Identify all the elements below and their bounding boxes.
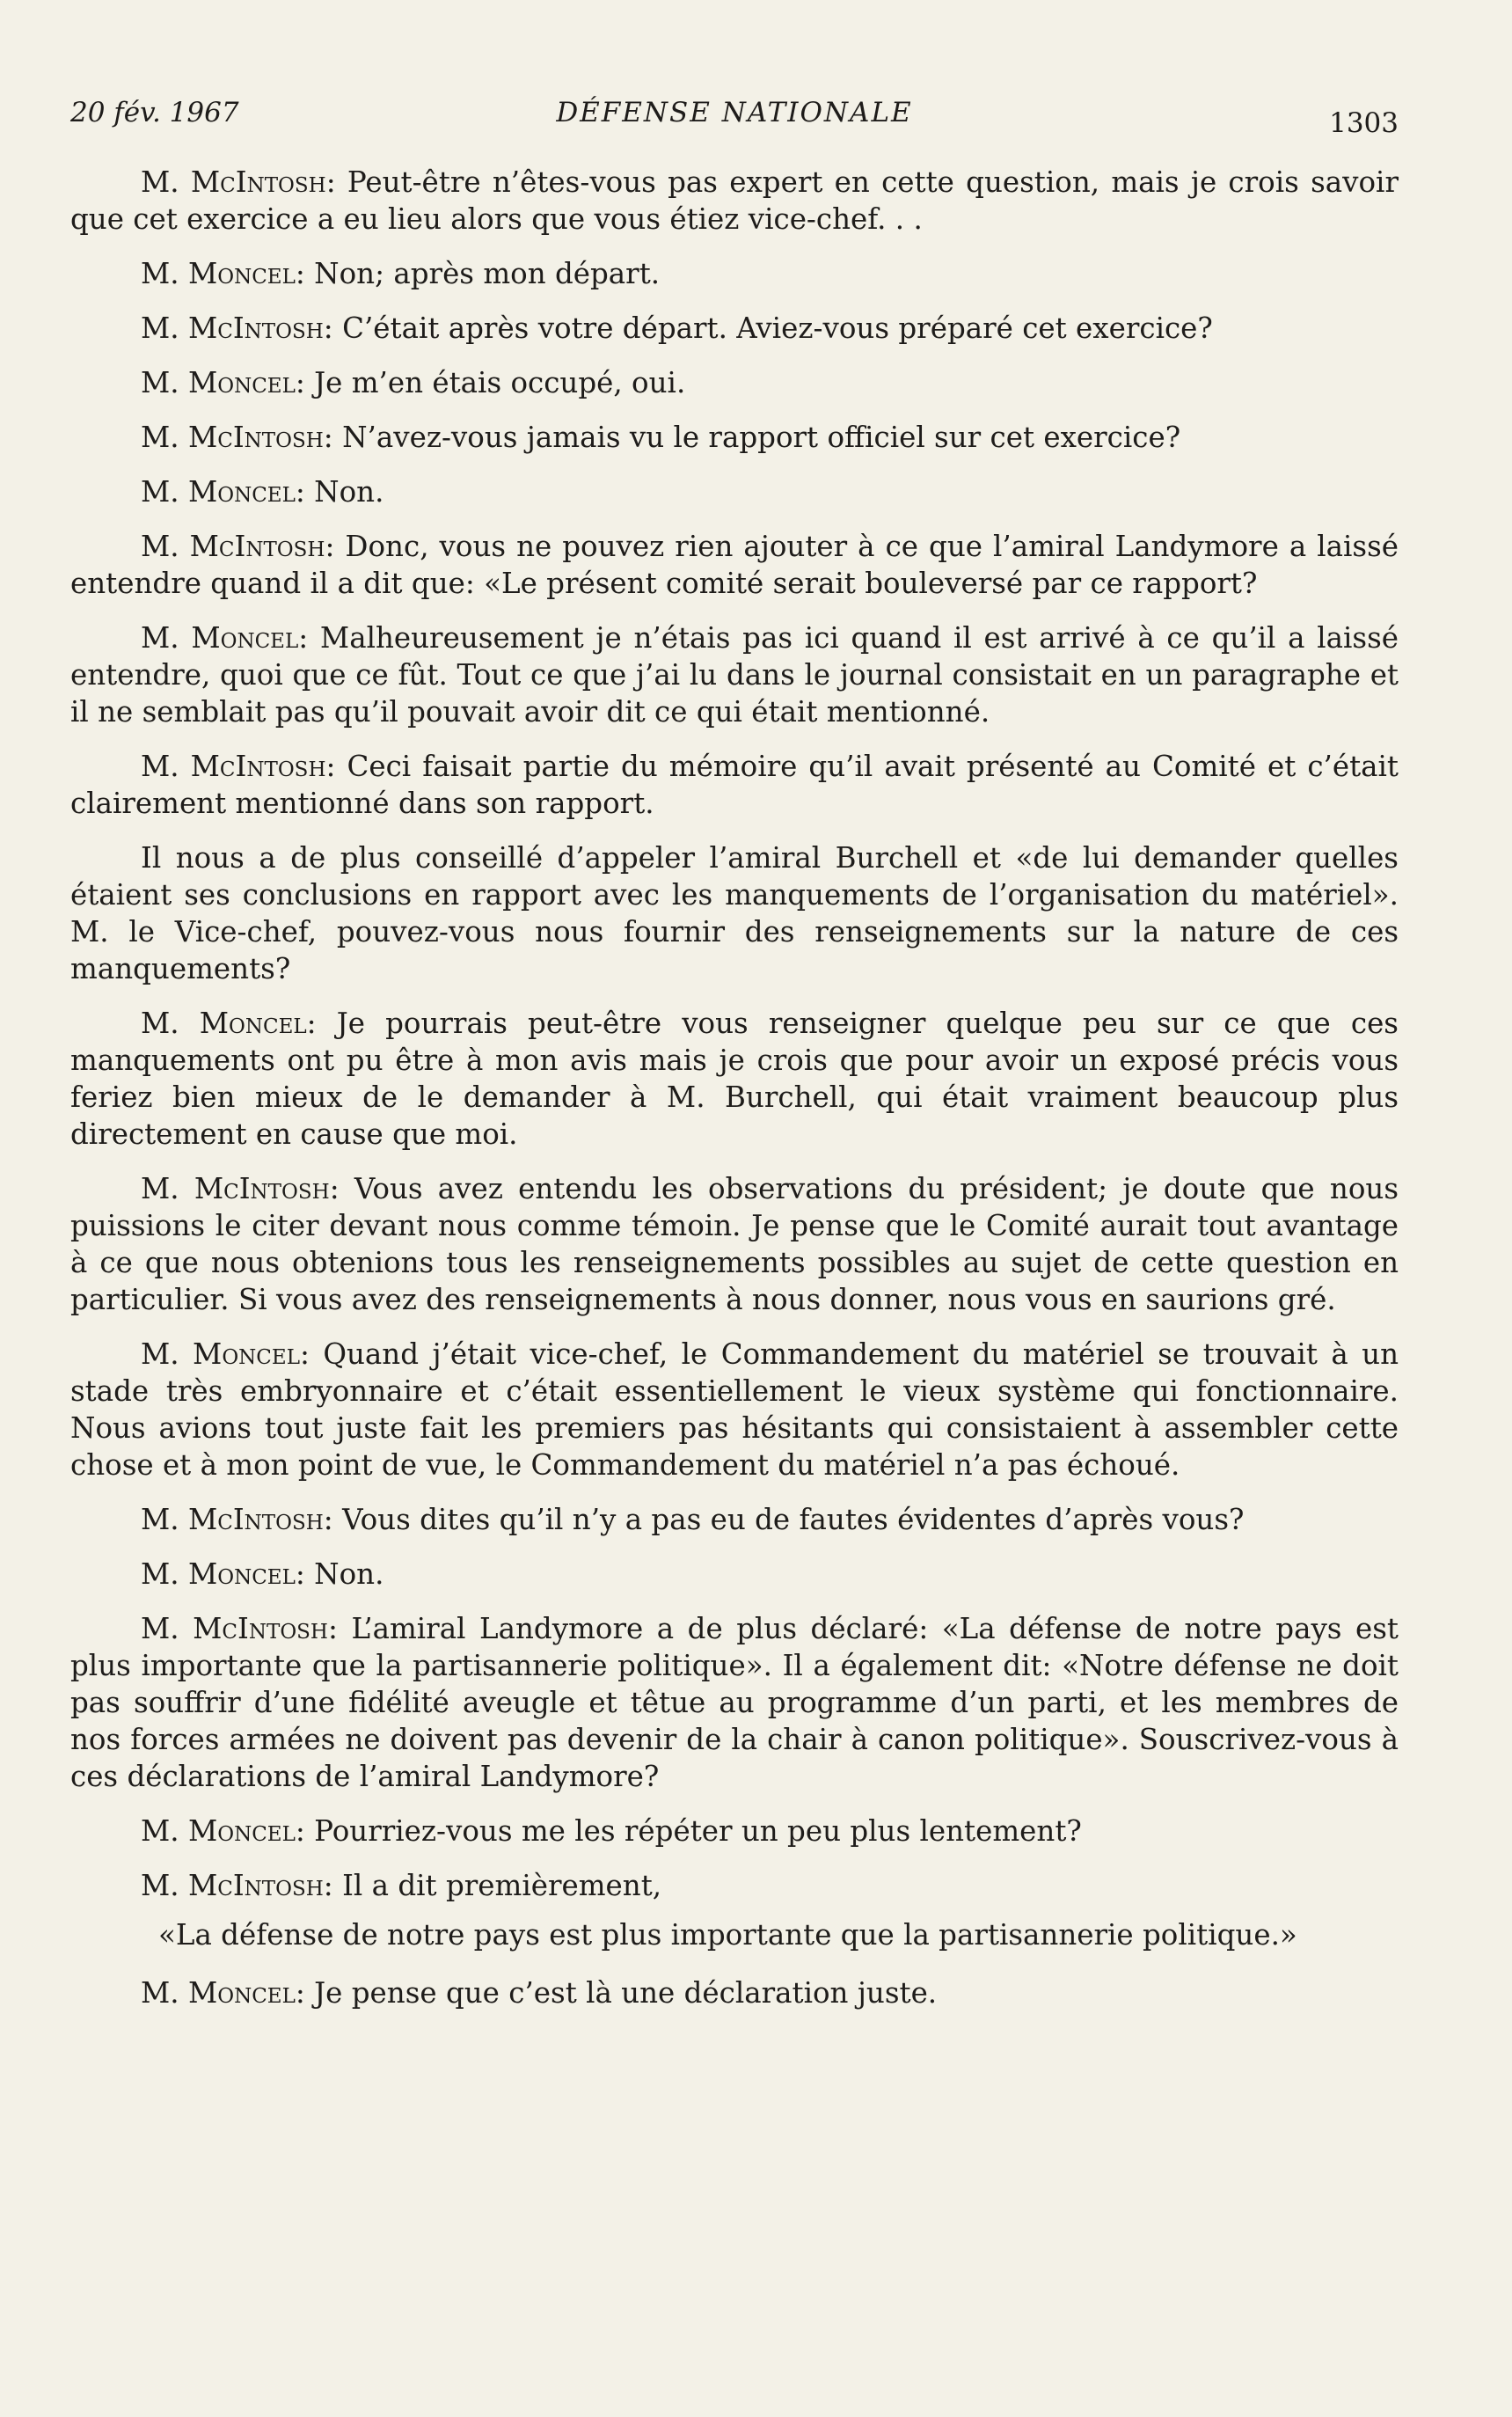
speaker-name: M. McIntosh:: [141, 165, 336, 199]
speaker-name: M. Moncel:: [141, 1976, 305, 2010]
paragraph-text: Quand j’était vice-chef, le Commandement du matériel se trouvait à un stade très embryonnaire et c’était essentiellement le vieux système qui fonctionnaire. Nous avions tout juste fait les premiers pas hésitants qui consistaient à assembler cette chose et à mon point de vue, le Commandement du matériel n’a pas échoué.: [70, 1337, 1399, 1482]
header-title: DÉFENSE NATIONALE: [556, 97, 913, 128]
page: [70, 88, 1399, 2029]
paragraph-text: Vous dites qu’il n’y a pas eu de fautes évidentes d’après vous?: [332, 1503, 1245, 1536]
paragraph: [70, 839, 1399, 987]
paragraph: [70, 1501, 1399, 1538]
paragraph-text: Je pense que c’est là une déclaration juste.: [304, 1976, 938, 2010]
speaker-name: M. Moncel:: [141, 1337, 310, 1371]
paragraph: [70, 1336, 1399, 1483]
paragraph-text: Ceci faisait partie du mémoire qu’il avait présenté au Comité et c’était clairement mentionné dans son rapport.: [70, 750, 1399, 820]
paragraph: [70, 1974, 1399, 2011]
speaker-name: M. McIntosh:: [141, 750, 336, 783]
speaker-name: M. McIntosh:: [141, 1612, 338, 1645]
speaker-name: M. Moncel:: [141, 257, 305, 290]
paragraph-text: L’amiral Landymore a de plus déclaré: «La défense de notre pays est plus importante que la partisannerie politique». Il a également dit: «Notre défense ne doit pas souffrir d’une fidélité aveugle et têtue au programme d’un parti, et les membres de nos forces armées ne doivent pas devenir de la chair à canon politique». Souscrivez-vous à ces déclarations de l’amiral Landymore?: [70, 1612, 1399, 1793]
speaker-name: M. Moncel:: [141, 475, 305, 509]
header-date: 20 fév. 1967: [70, 97, 239, 128]
paragraph: [70, 1005, 1399, 1153]
paragraph-text: Malheureusement je n’étais pas ici quand il est arrivé à ce qu’il a laissé entendre, quoi que ce fût. Tout ce que j’ai lu dans le journal consistait en un paragraphe et il ne semblait pas qu’il pouvait avoir dit ce qui était mentionné.: [70, 621, 1399, 729]
speaker-name: M. McIntosh:: [141, 421, 333, 454]
paragraph-text: Je m’en étais occupé, oui.: [304, 366, 686, 399]
paragraph: [70, 310, 1399, 347]
speaker-name: M. McIntosh:: [141, 311, 333, 345]
speaker-name: M. McIntosh:: [141, 1869, 333, 1902]
paragraph-text: Pourriez-vous me les répéter un peu plus lentement?: [304, 1814, 1082, 1848]
paragraph: [70, 1556, 1399, 1593]
paragraph-text: Non.: [304, 475, 384, 509]
paragraph: [70, 419, 1399, 456]
paragraph-text: Non.: [304, 1557, 384, 1591]
paragraph-text: Je pourrais peut-être vous renseigner quelque peu sur ce que ces manquements ont pu être à mon avis mais je crois que pour avoir un exposé précis vous feriez bien mieux de le demander à M. Burchell, qui était vraiment beaucoup plus directement en cause que moi.: [70, 1007, 1399, 1151]
paragraph: [70, 1813, 1399, 1849]
paragraph: [70, 364, 1399, 401]
paragraph: [70, 528, 1399, 602]
paragraph: [70, 255, 1399, 292]
speaker-name: M. McIntosh:: [141, 1172, 340, 1205]
page-number: 1303: [1329, 107, 1399, 139]
paragraph-text: Peut-être n’êtes-vous pas expert en cette question, mais je crois savoir que cet exercice a eu lieu alors que vous étiez vice-chef. . .: [70, 165, 1399, 236]
paragraph-text: Donc, vous ne pouvez rien ajouter à ce que l’amiral Landymore a laissé entendre quand il a dit que: «Le présent comité serait bouleversé par ce rapport?: [70, 530, 1399, 600]
paragraph: [70, 748, 1399, 822]
paragraph-text: N’avez-vous jamais vu le rapport officiel sur cet exercice?: [332, 421, 1181, 454]
paragraph: [70, 1170, 1399, 1318]
paragraph: [70, 1610, 1399, 1795]
speaker-name: M. Moncel:: [141, 1007, 317, 1040]
paragraph-text: Il a dit premièrement,: [332, 1869, 662, 1902]
speaker-name: M. Moncel:: [141, 621, 309, 655]
paragraph: [70, 1867, 1399, 1904]
speaker-name: M. Moncel:: [141, 366, 305, 399]
speaker-name: M. Moncel:: [141, 1557, 305, 1591]
running-header: [70, 88, 1399, 141]
paragraph-text: Vous avez entendu les observations du président; je doute que nous puissions le citer devant nous comme témoin. Je pense que le Comité aurait tout avantage à ce que nous obtenions tous les renseignements possibles au sujet de cette question en particulier. Si vous avez des renseignements à nous donner, nous vous en saurions gré.: [70, 1172, 1399, 1316]
paragraph: [70, 473, 1399, 510]
paragraph-text: C’était après votre départ. Aviez-vous préparé cet exercice?: [332, 311, 1213, 345]
block-quote: «La défense de notre pays est plus importante que la partisannerie politique.»: [158, 1918, 1297, 1952]
paragraph-text: Il nous a de plus conseillé d’appeler l’amiral Burchell et «de lui demander quelles étaient ses conclusions en rapport avec les manquements de l’organisation du matériel». M. le Vice-chef, pouvez-vous nous fournir des renseignements sur la nature de ces manquements?: [70, 841, 1399, 985]
paragraph: [70, 164, 1399, 238]
paragraph: [70, 619, 1399, 730]
document-body: [70, 164, 1399, 2011]
speaker-name: M. McIntosh:: [141, 530, 335, 563]
speaker-name: M. Moncel:: [141, 1814, 305, 1848]
speaker-name: M. McIntosh:: [141, 1503, 333, 1536]
paragraph-text: Non; après mon départ.: [304, 257, 661, 290]
